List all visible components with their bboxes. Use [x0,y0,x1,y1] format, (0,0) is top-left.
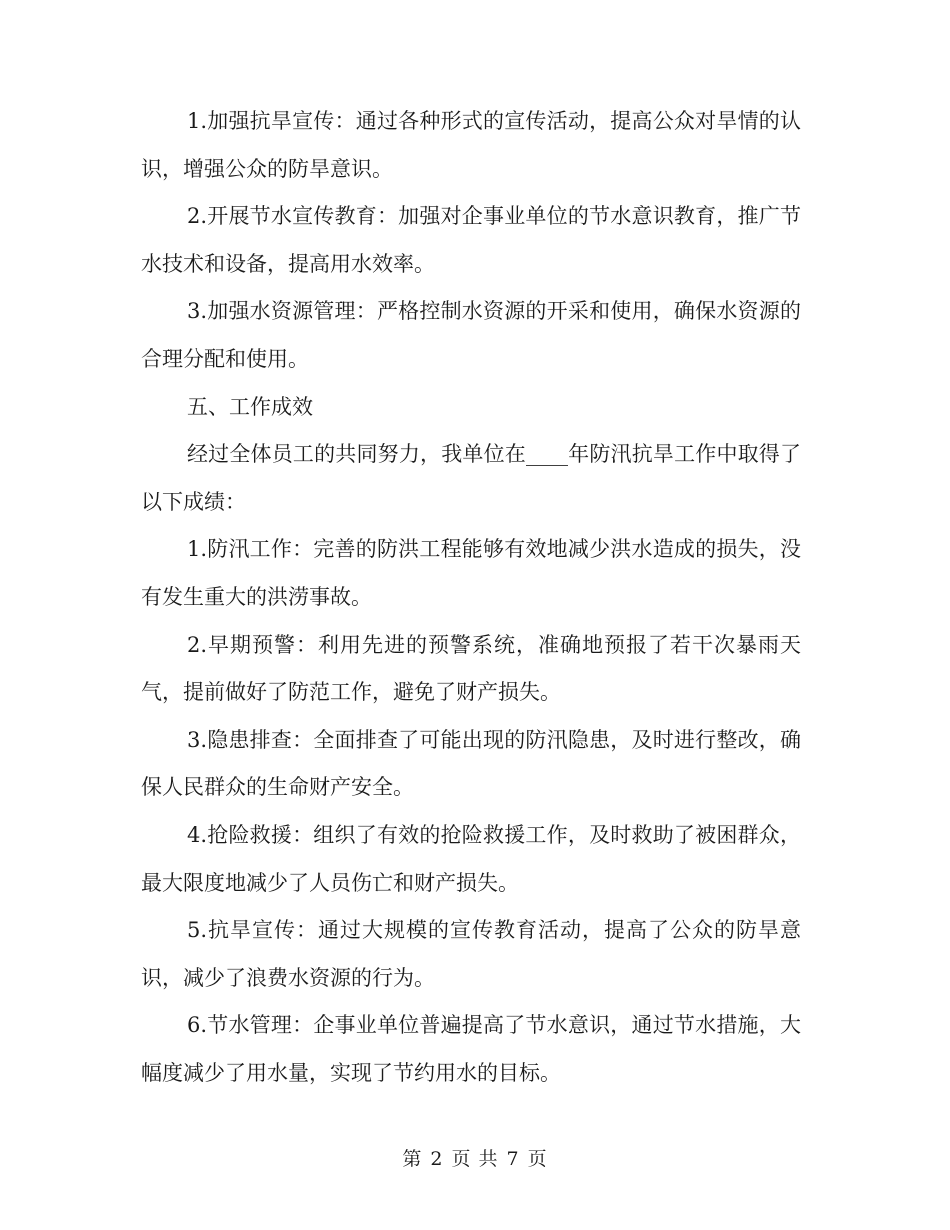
footer-prefix: 第 [402,1148,423,1170]
footer-suffix: 页 [527,1148,548,1170]
paragraph-results-intro: 经过全体员工的共同努力，我单位在____年防汛抗旱工作中取得了以下成绩： [141,442,801,514]
paragraph-hazard-inspection: 3.隐患排查：全面排查了可能出现的防汛隐患，及时进行整改，确保人民群众的生命财产安全。 [141,727,801,800]
paragraph-rescue: 4.抢险救援：组织了有效的抢险救援工作，及时救助了被困群众，最大限度地减少了人员伤亡和财产损失。 [141,822,801,895]
footer-middle: 页 共 [451,1148,499,1170]
section-heading-results: 五、工作成效 [187,394,313,419]
page-footer [0,1144,950,1174]
paragraph-water-management: 6.节水管理：企事业单位普遍提高了节水意识，通过节水措施，大幅度减少了用水量，实现了节约用水的目标。 [141,1013,801,1085]
paragraph-early-warning: 2.早期预警：利用先进的预警系统，准确地预报了若干次暴雨天气，提前做好了防范工作，避免了财产损失。 [141,632,801,705]
paragraph-drought-publicity: 1.加强抗旱宣传：通过各种形式的宣传活动，提高公众对旱情的认识，增强公众的防旱意识。 [141,109,801,181]
paragraph-flood-control: 1.防汛工作：完善的防洪工程能够有效地减少洪水造成的损失，没有发生重大的洪涝事故。 [141,537,801,609]
footer-total-pages: 7 [506,1148,520,1170]
paragraph-drought-campaign: 5.抗旱宣传：通过大规模的宣传教育活动，提高了公众的防旱意识，减少了浪费水资源的行为。 [141,918,801,990]
paragraph-water-saving-education: 2.开展节水宣传教育：加强对企事业单位的节水意识教育，推广节水技术和设备，提高用水效率。 [141,204,801,276]
paragraph-water-resource-management: 3.加强水资源管理：严格控制水资源的开采和使用，确保水资源的合理分配和使用。 [141,299,801,371]
document-body [141,98,801,1097]
footer-page-number: 2 [430,1148,444,1170]
